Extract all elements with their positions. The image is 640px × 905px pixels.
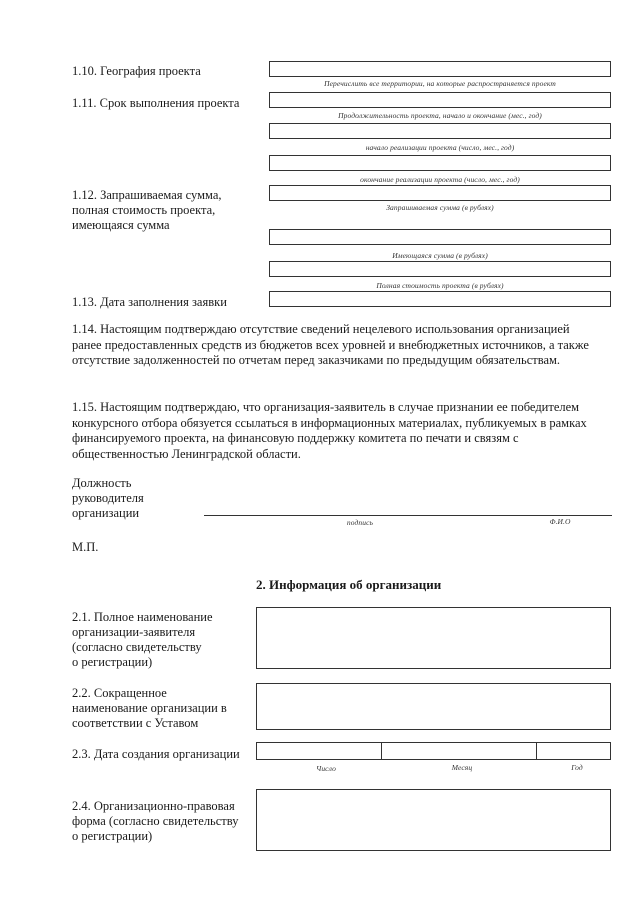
legal-form-field[interactable] <box>256 789 611 851</box>
term-start-caption: начало реализации проекта (число, мес., год) <box>365 143 515 152</box>
legal-form-label: 2.4. Организационно-правовая форма (согласно свидетельству о регистрации) <box>72 799 239 843</box>
creation-day-caption: Число <box>316 764 336 773</box>
available-amount-field[interactable] <box>269 229 611 245</box>
fill-date-label: 1.13. Дата заполнения заявки <box>72 295 227 309</box>
requested-amount-field[interactable] <box>269 185 611 201</box>
full-name-field[interactable] <box>256 607 611 669</box>
geography-label: 1.10. География проекта <box>72 64 201 78</box>
requested-amount-caption: Запрашиваемая сумма (в рублях) <box>386 203 494 212</box>
total-cost-field[interactable] <box>269 261 611 277</box>
short-name-label: 2.2. Сокращенное наименование организации в соответствии с Уставом <box>72 686 227 730</box>
paragraph-1-14: 1.14. Настоящим подтверждаю отсутствие сведений нецелевого использования организацией ранее предоставленных средств из бюджетов всех уровней и внебюджетных источников, а также отсутствие задолженностей по отчетам перед заказчиками по предыдущим обязательствам. <box>72 322 589 367</box>
term-duration-field[interactable] <box>269 92 611 108</box>
short-name-field[interactable] <box>256 683 611 730</box>
creation-date-field[interactable] <box>256 742 611 760</box>
fill-date-field[interactable] <box>269 291 611 307</box>
term-start-field[interactable] <box>269 123 611 139</box>
term-label: 1.11. Срок выполнения проекта <box>72 96 240 110</box>
creation-date-divider-2 <box>536 742 537 760</box>
name-caption: Ф.И.О <box>549 517 571 526</box>
creation-month-caption: Месяц <box>451 763 473 772</box>
term-end-caption: окончание реализации проекта (число, мес., год) <box>360 175 520 184</box>
signature-line[interactable] <box>204 515 612 516</box>
amount-label: 1.12. Запрашиваемая сумма, полная стоимость проекта, имеющаяся сумма <box>72 188 222 232</box>
signature-position-label: Должность руководителя организации <box>72 476 144 520</box>
full-name-label: 2.1. Полное наименование организации-заявителя (согласно свидетельству о регистрации) <box>72 610 213 669</box>
term-end-field[interactable] <box>269 155 611 171</box>
signature-caption: подпись <box>346 518 374 527</box>
creation-year-caption: Год <box>571 763 583 772</box>
geography-caption: Перечислить все территории, на которые распространяется проект <box>324 79 556 88</box>
term-duration-caption: Продолжительность проекта, начало и окончание (мес., год) <box>338 111 542 120</box>
creation-date-divider-1 <box>381 742 382 760</box>
creation-date-label: 2.3. Дата создания организации <box>72 747 240 761</box>
geography-field[interactable] <box>269 61 611 77</box>
section-2-heading: 2. Информация об организации <box>256 577 442 592</box>
stamp-label: М.П. <box>72 540 99 554</box>
available-amount-caption: Имеющаяся сумма (в рублях) <box>392 251 488 260</box>
total-cost-caption: Полная стоимость проекта (в рублях) <box>376 281 504 290</box>
paragraph-1-15: 1.15. Настоящим подтверждаю, что организация-заявитель в случае признании ее победителем конкурсного отбора обязуется ссылаться в информационных материалах, публикуемых в рамках финансируемого проекта, на финансовую поддержку комитета по печати и связям с общественностью Ленинградской области. <box>72 400 587 461</box>
